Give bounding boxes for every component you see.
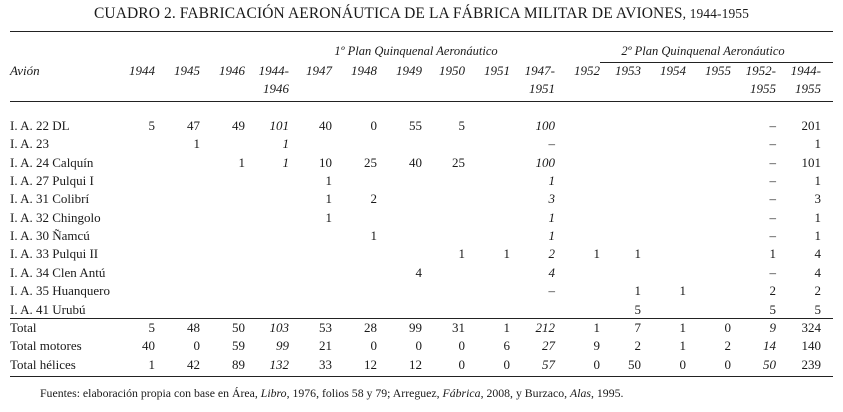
column-header: 1954 <box>660 63 686 78</box>
column-header: 1952 <box>574 63 600 78</box>
row-label: I. A. 23 <box>10 136 49 151</box>
table-cell: 1 <box>679 320 686 335</box>
table-cell: 1 <box>769 246 776 261</box>
table-cell: – <box>769 228 776 243</box>
table-cell: 1 <box>503 246 510 261</box>
table-cell: – <box>769 136 776 151</box>
column-header: 1949 <box>396 63 422 78</box>
table-cell: 103 <box>269 320 289 335</box>
table-cell: 1 <box>370 228 377 243</box>
table-cell: 1 <box>325 173 332 188</box>
table-cell: 0 <box>503 357 510 372</box>
column-header: 1946 <box>219 63 245 78</box>
row-label: I. A. 33 Pulqui II <box>10 246 99 261</box>
table-title-main: CUADRO 2. FABRICACIÓN AERONÁUTICA DE LA FÁBRICA MILITAR DE AVIONES <box>93 5 683 22</box>
table-cell: 40 <box>409 155 422 170</box>
table-cell: 21 <box>319 338 332 353</box>
table-cell: 5 <box>148 320 155 335</box>
source-title-libro: Libro <box>260 386 287 400</box>
column-header: 1948 <box>351 63 377 78</box>
table-cell: 12 <box>409 357 422 372</box>
plan1-heading: 1º Plan Quinquenal Aeronáutico <box>334 44 498 58</box>
table-cell: 47 <box>187 118 200 133</box>
table-cell: 28 <box>364 320 377 335</box>
table-cell: 99 <box>276 338 289 353</box>
row-label: Total motores <box>10 338 82 353</box>
table-cell: 5 <box>634 302 641 317</box>
table-cell: 10 <box>319 155 332 170</box>
column-header-avion: Avión <box>10 63 40 78</box>
table-cell: 57 <box>542 357 555 372</box>
table-cell: 1 <box>503 320 510 335</box>
table-cell: 0 <box>370 118 377 133</box>
table-cell: 1 <box>593 320 600 335</box>
column-header: 1944- <box>790 63 821 78</box>
column-header: 1947- <box>524 63 555 78</box>
table-cell: 132 <box>269 357 289 372</box>
table-cell: 2 <box>548 246 555 261</box>
row-label: I. A. 27 Pulqui I <box>10 173 94 188</box>
table-cell: 2 <box>769 283 776 298</box>
row-label: I. A. 32 Chingolo <box>10 210 101 225</box>
plan2-heading: 2º Plan Quinquenal Aeronáutico <box>621 44 785 58</box>
table-cell: 201 <box>801 118 821 133</box>
table-cell: 12 <box>364 357 377 372</box>
totals-rule <box>10 318 833 319</box>
table-cell: 101 <box>269 118 289 133</box>
table-cell: 1 <box>458 246 465 261</box>
column-header: 1946 <box>263 81 289 96</box>
table-cell: 0 <box>415 338 422 353</box>
column-header: 1951 <box>484 63 510 78</box>
table-cell: – <box>769 155 776 170</box>
row-label: I. A. 24 Calquín <box>10 155 94 170</box>
source-text: , 2008, y Burzaco, <box>480 386 571 400</box>
table-cell: 1 <box>325 210 332 225</box>
row-label: I. A. 41 Urubú <box>10 302 86 317</box>
column-header: 1953 <box>615 63 641 78</box>
table-cell: 140 <box>801 338 821 353</box>
table-cell: 0 <box>679 357 686 372</box>
table-cell: – <box>548 283 555 298</box>
table-cell: 1 <box>238 155 245 170</box>
column-header: 1945 <box>174 63 200 78</box>
table-cell: 0 <box>593 357 600 372</box>
table-cell: 5 <box>814 302 821 317</box>
table-cell: 212 <box>535 320 555 335</box>
header-bottom-rule <box>10 101 833 102</box>
column-header: 1955 <box>705 63 731 78</box>
table-cell: 27 <box>542 338 555 353</box>
table-cell: 1 <box>679 338 686 353</box>
table-cell: 33 <box>319 357 332 372</box>
table-cell: 1 <box>548 228 555 243</box>
table-cell: 4 <box>548 265 555 280</box>
table-cell: 40 <box>142 338 155 353</box>
table-cell: 1 <box>548 210 555 225</box>
table-cell: 324 <box>801 320 821 335</box>
table-cell: 2 <box>370 191 377 206</box>
table-cell: 7 <box>634 320 641 335</box>
table-cell: – <box>769 210 776 225</box>
table-cell: 99 <box>409 320 422 335</box>
table-cell: 50 <box>232 320 245 335</box>
column-header: 1950 <box>439 63 465 78</box>
table-cell: 31 <box>452 320 465 335</box>
source-note <box>40 386 623 401</box>
source-text: , 1995. <box>591 386 624 400</box>
row-label: Total <box>10 320 37 335</box>
row-label: Total hélices <box>10 357 76 372</box>
table-title-years: , 1944-1955 <box>682 6 750 21</box>
table-cell: 4 <box>415 265 422 280</box>
table-cell: 3 <box>548 191 555 206</box>
table-cell: 59 <box>232 338 245 353</box>
column-header: 1951 <box>529 81 555 96</box>
source-text: Fuentes: elaboración propia con base en Área, <box>40 386 261 400</box>
table-cell: 1 <box>814 136 821 151</box>
column-header: 1944- <box>258 63 289 78</box>
table-cell: 1 <box>634 246 641 261</box>
table-cell: – <box>769 191 776 206</box>
table-title <box>0 5 843 23</box>
table-cell: 1 <box>282 136 289 151</box>
table-cell: 89 <box>232 357 245 372</box>
table-cell: 14 <box>763 338 776 353</box>
source-title-fabrica: Fábrica <box>442 386 481 400</box>
table-cell: 0 <box>458 338 465 353</box>
column-header: 1955 <box>795 81 821 96</box>
bottom-rule <box>10 376 833 377</box>
table-cell: 3 <box>814 191 821 206</box>
table-cell: – <box>769 265 776 280</box>
table-cell: 6 <box>503 338 510 353</box>
table-cell: 4 <box>814 265 821 280</box>
table-cell: – <box>769 118 776 133</box>
table-cell: 49 <box>232 118 245 133</box>
table-cell: 0 <box>458 357 465 372</box>
table-cell: 2 <box>634 338 641 353</box>
row-label: I. A. 35 Huanquero <box>10 283 111 298</box>
top-rule <box>10 31 833 32</box>
table-cell: 1 <box>193 136 200 151</box>
table-cell: 0 <box>193 338 200 353</box>
table-cell: 101 <box>801 155 821 170</box>
table-cell: 42 <box>187 357 200 372</box>
table-cell: 1 <box>814 210 821 225</box>
table-cell: 5 <box>148 118 155 133</box>
table-cell: 9 <box>593 338 600 353</box>
table-cell: 0 <box>724 320 731 335</box>
table-cell: 0 <box>370 338 377 353</box>
table-cell: 100 <box>535 155 555 170</box>
table-cell: 2 <box>724 338 731 353</box>
row-label: I. A. 30 Ñamcú <box>10 228 90 243</box>
table-cell: 1 <box>282 155 289 170</box>
table-cell: 50 <box>628 357 641 372</box>
table-cell: 25 <box>452 155 465 170</box>
column-header: 1947 <box>306 63 332 78</box>
table-cell: 40 <box>319 118 332 133</box>
column-header: 1944 <box>129 63 155 78</box>
source-title-alas: Alas <box>570 386 591 400</box>
table-cell: 53 <box>319 320 332 335</box>
table-cell: 5 <box>458 118 465 133</box>
column-header: 1952- <box>745 63 776 78</box>
table-cell: 1 <box>634 283 641 298</box>
table-cell: 1 <box>814 228 821 243</box>
row-label: I. A. 34 Clen Antú <box>10 265 106 280</box>
table-cell: 0 <box>724 357 731 372</box>
table-cell: 55 <box>409 118 422 133</box>
table-cell: 48 <box>187 320 200 335</box>
table-cell: 100 <box>535 118 555 133</box>
table-cell: 1 <box>679 283 686 298</box>
table-cell: 25 <box>364 155 377 170</box>
table-cell: 1 <box>814 173 821 188</box>
source-text: , 1976, folios 58 y 79; Arreguez, <box>286 386 443 400</box>
table-cell: 1 <box>593 246 600 261</box>
row-label: I. A. 22 DL <box>10 118 70 133</box>
table-cell: 5 <box>769 302 776 317</box>
table-cell: 2 <box>814 283 821 298</box>
table-cell: – <box>769 173 776 188</box>
table-cell: 50 <box>763 357 776 372</box>
table-cell: 1 <box>325 191 332 206</box>
table-cell: 239 <box>801 357 821 372</box>
column-header: 1955 <box>750 81 776 96</box>
table-cell: 9 <box>769 320 776 335</box>
table-cell: – <box>548 136 555 151</box>
table-cell: 1 <box>548 173 555 188</box>
row-label: I. A. 31 Colibrí <box>10 191 90 206</box>
table-cell: 4 <box>814 246 821 261</box>
table-cell: 1 <box>148 357 155 372</box>
